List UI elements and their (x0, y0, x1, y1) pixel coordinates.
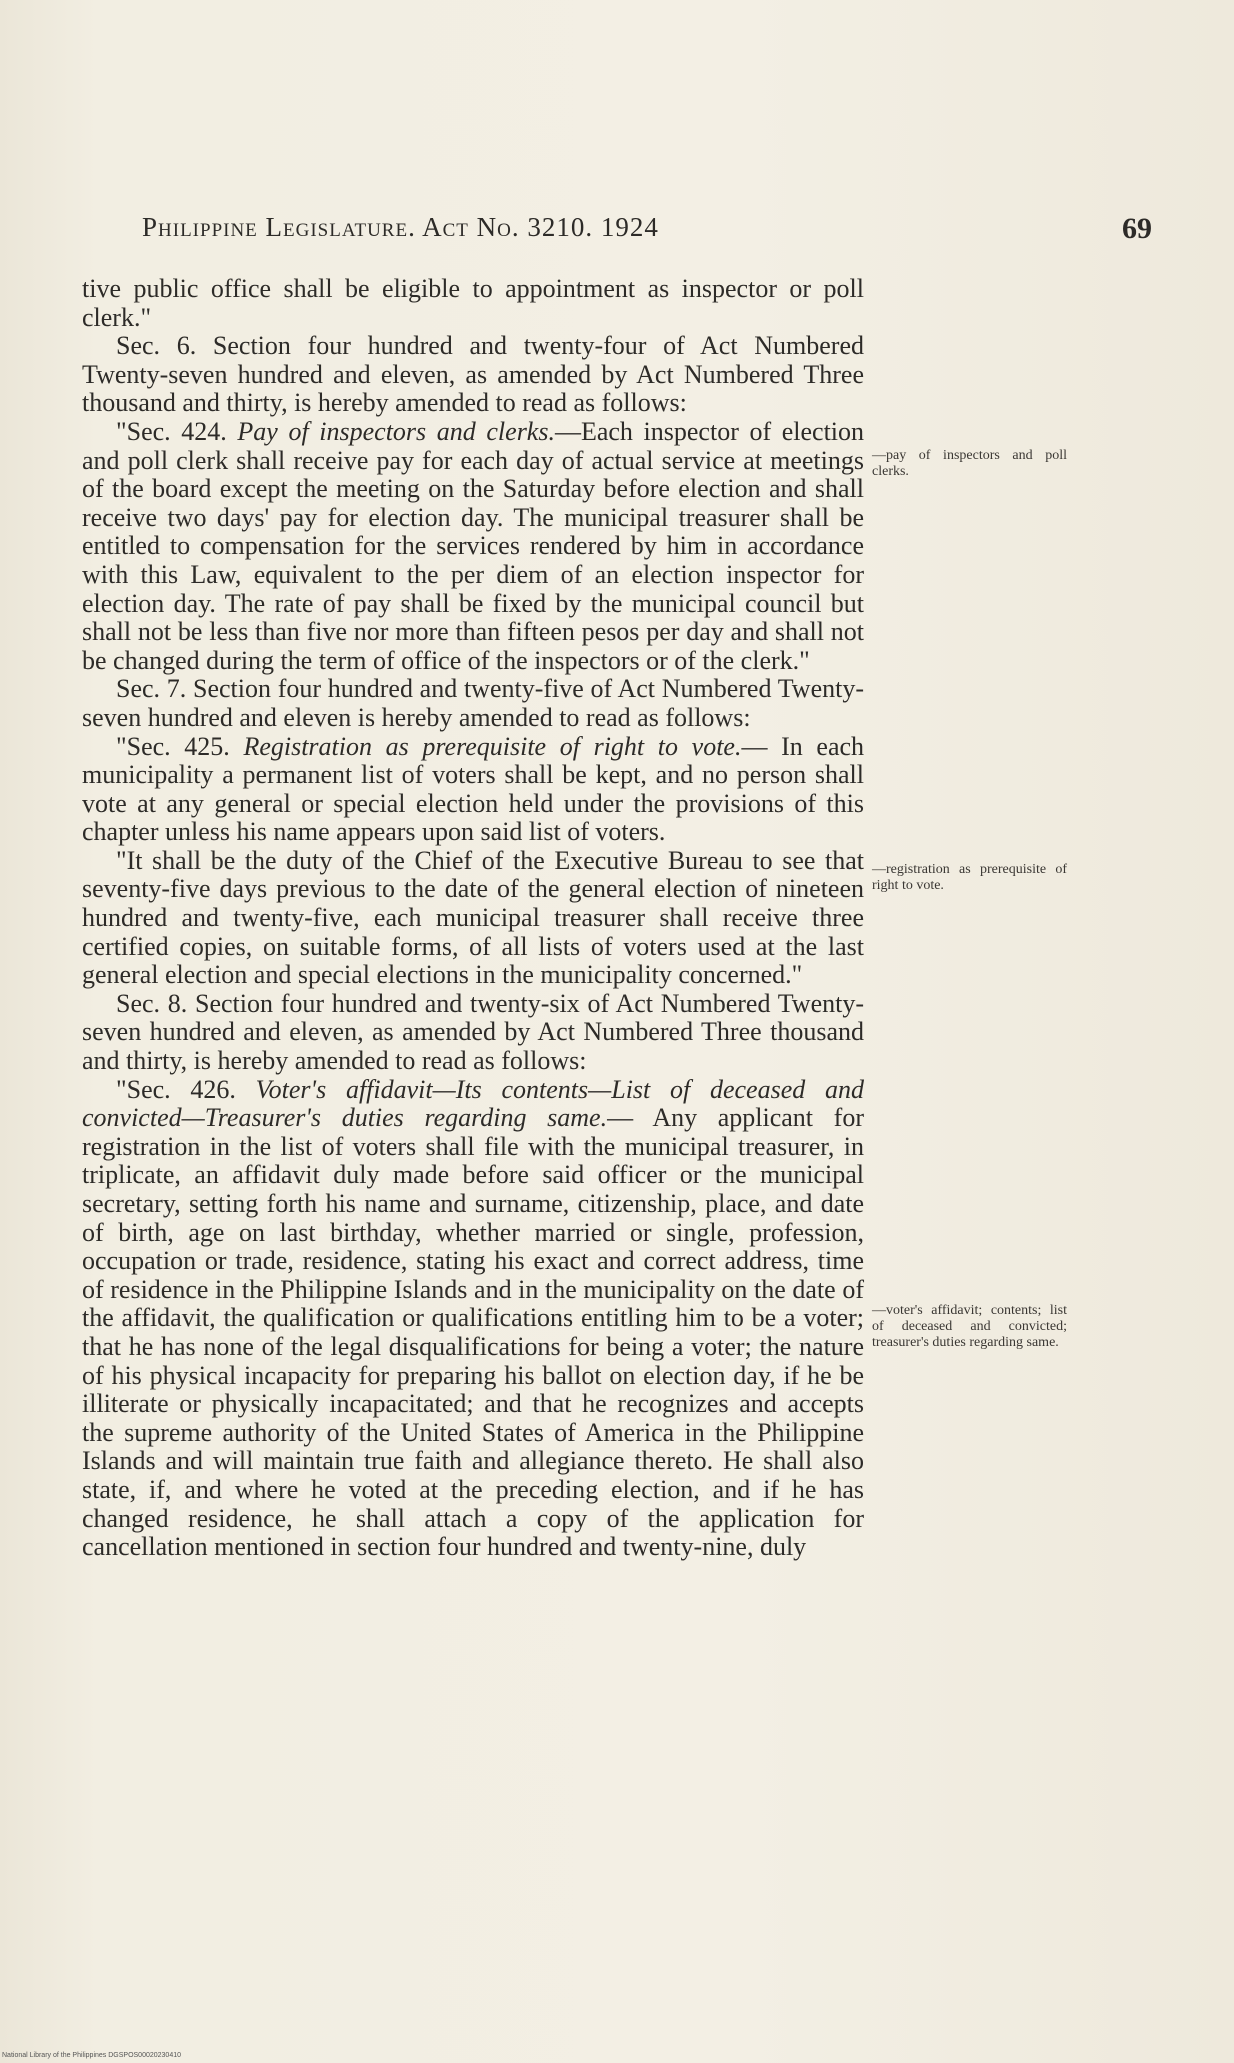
margin-note-affidavit: —voter's affidavit; contents; list of deceased and convicted; treasurer's duties regarding same. (872, 1303, 1067, 1350)
margin-note-pay: —pay of inspectors and poll clerks. (872, 448, 1067, 479)
paragraph-continuation: tive public office shall be eligible to appointment as inspector or poll clerk." (82, 274, 864, 332)
paragraph-sec-424 (82, 418, 864, 675)
page-number: 69 (1122, 212, 1152, 245)
paragraph-sec-426 (82, 1076, 864, 1562)
running-head (142, 212, 1152, 252)
section-label: "Sec. 425. (116, 731, 230, 761)
section-text: — Any applicant for registration in the list of voters shall file with the municipal treasurer, in triplicate, an affidavit duly made before said officer or the municipal secretary, setting forth his name and surname, citizenship, place, and date of birth, age on last birthday, whether married or single, profession, occupation or trade, residence, stating his exact and correct address, time of residence in the Philippine Islands and in the municipality on the date of the affidavit, the qualification or qualifications entitling him to be a voter; that he has none of the legal disqualifications for being a voter; the nature of his physical incapacity for preparing his ballot on election day, if he be illiterate or physically incapacitated; and that he recognizes and accepts the supreme authority of the United States of America in the Philippine Islands and will maintain true faith and allegiance thereto. He shall also state, if, and where he voted at the preceding election, and if he has changed residence, he shall attach a copy of the application for cancellation mentioned in section four hundred and twenty-nine, duly (82, 1103, 864, 1562)
paragraph-executive-bureau: "It shall be the duty of the Chief of the Executive Bureau to see that seventy-five days previous to the date of the general election of nineteen hundred and twenty-five, each municipal treasurer shall receive three certified copies, on suitable forms, of all lists of voters used at the last general election and special elections in the municipality concerned." (82, 845, 864, 990)
section-heading: Voter's affidavit—Its contents—List of deceased and convicted—Treasurer's duties regarding same. (82, 1074, 865, 1133)
paragraph-sec-6: Sec. 6. Section four hundred and twenty-four of Act Numbered Twenty-seven hundred and eleven, as amended by Act Numbered Three thousand and thirty, is hereby amended to read as follows: (82, 331, 864, 418)
section-label: "Sec. 424. (116, 416, 227, 446)
section-text: —Each inspector of election and poll clerk shall receive pay for each day of actual service at meetings of the board except the meeting on the Saturday before election and shall receive two days' pay for election day. The municipal treasurer shall be entitled to compensation for the services rendered by him in accordance with this Law, equivalent to the per diem of an election inspector for election day. The rate of pay shall be fixed by the municipal council but shall not be less than five nor more than fifteen pesos per day and shall not be changed during the term of office of the inspectors or of the clerk." (82, 416, 865, 675)
paragraph-sec-7: Sec. 7. Section four hundred and twenty-five of Act Numbered Twenty-seven hundred and eleven is hereby amended to read as follows: (82, 674, 864, 732)
paragraph-sec-425 (82, 733, 864, 847)
paragraph-sec-8: Sec. 8. Section four hundred and twenty-six of Act Numbered Twenty-seven hundred and eleven, as amended by Act Numbered Three thousand and thirty, is hereby amended to read as follows: (82, 988, 864, 1076)
section-heading: Registration as prerequisite of right to vote. (243, 731, 742, 761)
margin-note-registration: —registration as prerequisite of right to vote. (872, 862, 1067, 893)
section-label: "Sec. 426. (116, 1074, 236, 1104)
body-text (82, 275, 864, 1562)
section-heading: Pay of inspectors and clerks. (237, 416, 555, 446)
running-head-title: Philippine Legislature. Act No. 3210. 1924 (142, 212, 659, 242)
footer-stamp: National Library of the Philippines DGSPOS00020230410 (2, 2052, 182, 2059)
section-text: — In each municipality a permanent list of voters shall be kept, and no person shall vote at any general or special election held under the provisions of this chapter unless his name appears upon said list of voters. (82, 731, 865, 847)
